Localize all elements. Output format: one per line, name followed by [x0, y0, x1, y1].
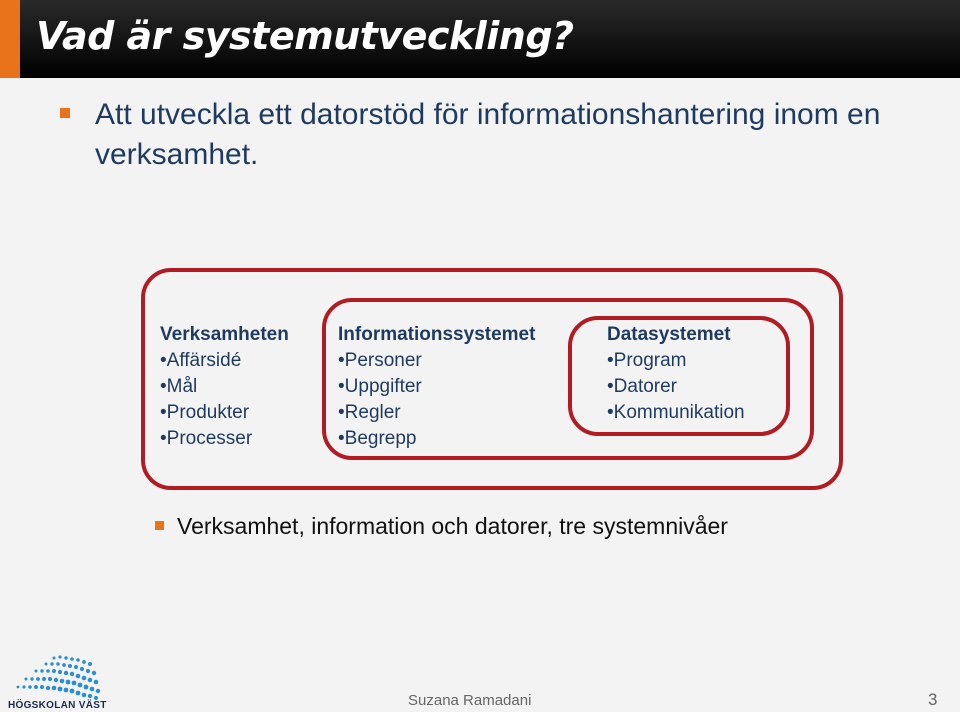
column-item: •Kommunikation	[607, 402, 745, 423]
column-informationssystemet	[338, 322, 535, 452]
logo-text: HÖGSKOLAN VÄST	[8, 700, 107, 711]
column-datasystemet	[607, 322, 745, 426]
column-heading: Datasystemet	[607, 324, 731, 345]
column-item: •Program	[607, 350, 687, 371]
column-item: •Processer	[160, 428, 253, 449]
column-item: •Regler	[338, 402, 401, 423]
bullet-square-icon	[60, 108, 70, 118]
column-heading: Verksamheten	[160, 324, 289, 345]
title-accent-bar	[0, 0, 20, 78]
column-item: •Personer	[338, 350, 422, 371]
column-item: •Affärsidé	[160, 350, 242, 371]
column-item: •Datorer	[607, 376, 678, 397]
slide-title: Vad är systemutveckling?	[36, 14, 574, 58]
footer-author: Suzana Ramadani	[408, 692, 532, 709]
sub-bullet-text: Verksamhet, information och datorer, tre systemnivåer	[177, 513, 728, 539]
bullet-square-icon	[155, 521, 164, 530]
column-item: •Uppgifter	[338, 376, 422, 397]
column-verksamheten	[160, 322, 289, 452]
column-item: •Mål	[160, 376, 198, 397]
column-item: •Begrepp	[338, 428, 417, 449]
page-number: 3	[928, 690, 938, 709]
column-heading: Informationssystemet	[338, 324, 536, 345]
column-item: •Produkter	[160, 402, 250, 423]
main-bullet-text: Att utveckla ett datorstöd för informationshantering inom en verksamhet.	[95, 98, 881, 171]
